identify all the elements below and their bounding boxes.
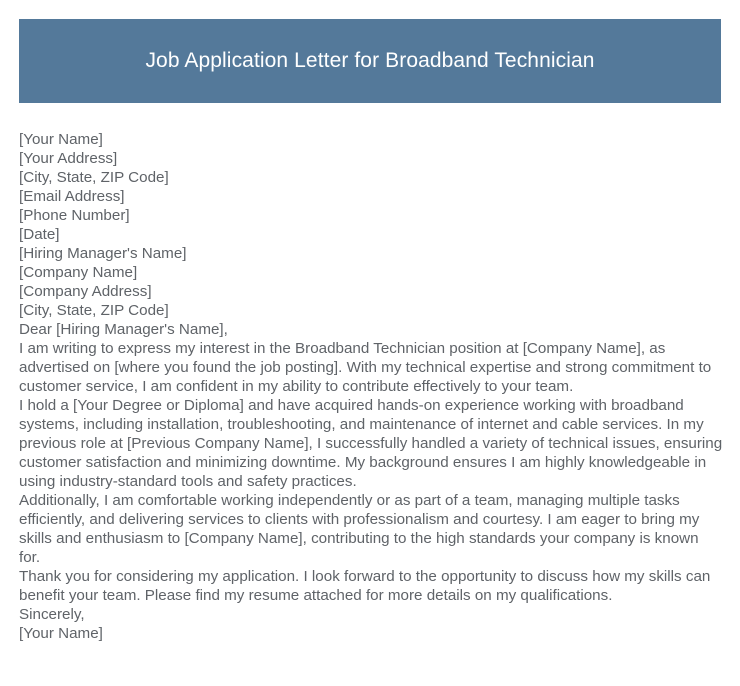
recipient-address-block: [19, 244, 723, 320]
body-paragraph-1: I am writing to express my interest in the Broadband Technician position at [Company Name], as advertised on [where you found the job posting]. With my technical expertise and strong commitment to customer service, I am confident in my ability to contribute effectively to your team.: [19, 340, 712, 395]
sender-line-name: [Your Name]: [19, 131, 103, 148]
body-paragraph-4: Thank you for considering my application. I look forward to the opportunity to discuss how my skills can benefit your team. Please find my resume attached for more details on my qualifications.: [19, 568, 711, 604]
signature-name: [Your Name]: [19, 625, 103, 642]
sender-line-date: [Date]: [19, 226, 60, 243]
recipient-line-city-state-zip: [City, State, ZIP Code]: [19, 302, 169, 319]
letter-body: [19, 130, 723, 643]
page-title: Job Application Letter for Broadband Technician: [145, 49, 595, 73]
salutation: Dear [Hiring Manager's Name],: [19, 321, 228, 338]
sender-line-phone: [Phone Number]: [19, 207, 130, 224]
recipient-line-company-name: [Company Name]: [19, 264, 138, 281]
sender-line-city-state-zip: [City, State, ZIP Code]: [19, 169, 169, 186]
document-header-banner: [19, 19, 721, 103]
body-paragraph-3: Additionally, I am comfortable working independently or as part of a team, managing multiple tasks efficiently, and delivering services to clients with professionalism and courtesy. I am eager to bring my skills and enthusiasm to [Company Name], contributing to the high standards your company is known for.: [19, 492, 700, 566]
recipient-line-company-address: [Company Address]: [19, 283, 152, 300]
closing-salutation: Sincerely,: [19, 606, 85, 623]
sender-line-email: [Email Address]: [19, 188, 125, 205]
sender-line-address: [Your Address]: [19, 150, 118, 167]
recipient-line-manager-name: [Hiring Manager's Name]: [19, 245, 187, 262]
sender-address-block: [19, 130, 723, 244]
body-paragraph-2: I hold a [Your Degree or Diploma] and have acquired hands-on experience working with broadband systems, including installation, troubleshooting, and maintenance of internet and cable services. In my previous role at [Previous Company Name], I successfully handled a variety of technical issues, ensuring customer satisfaction and minimizing downtime. My background ensures I am highly knowledgeable in using industry-standard tools and safety practices.: [19, 397, 723, 490]
